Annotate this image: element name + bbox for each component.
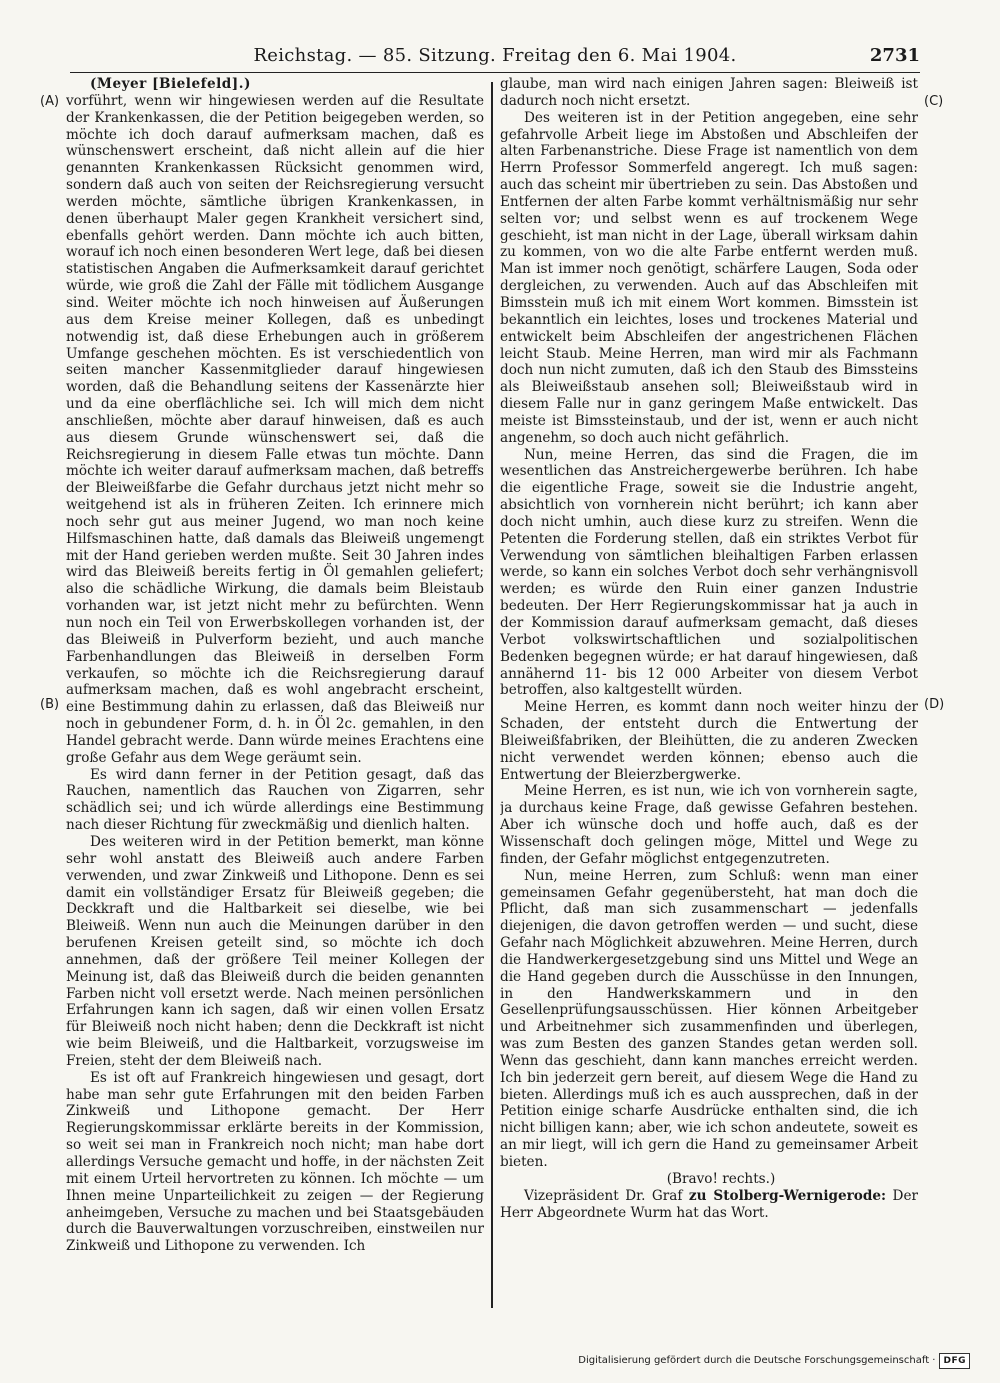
vice-president-name: zu Stolberg-Wernigerode: (688, 1187, 887, 1204)
paragraph: Nun, meine Herren, zum Schluß: wenn man einer gemeinsamen Gefahr gegenübersteht, hat man doch die Pflicht, daß man sich zusammenschart — jedenfalls diejenigen, die davon getroffen werden — und sucht, diese Gefahr nach Möglichkeit abzuwehren. Meine Herren, durch die Handwerkergesetzgebung sind uns Mittel und Wege an die Hand gegeben durch die Ausschüsse in den Innungen, in den Handwerkskammern und in den Gesellenprüfungsausschüssen. Hier können Arbeitgeber und Arbeitnehmer sich zusammenfinden und überlegen, was zum Besten des ganzen Standes getan werden soll. Wenn das geschieht, dann kann manches erreicht werden. Ich bin jederzeit gern bereit, auf diesem Wege die Hand zu bieten. Allerdings muß ich es auch aussprechen, daß in der Petition einige scharfe Ausdrücke enthalten sind, die ich nicht billigen kann; aber, wie ich schon andeutete, soweit es an mir liegt, will ich gern die Hand zu gemeinsamer Arbeit bieten. (500, 867, 918, 1170)
running-header (70, 42, 920, 73)
paragraph: vorführt, wenn wir hingewiesen werden auf die Resultate der Krankenkassen, die der Petition beigegeben werden, so möchte ich doch darauf aufmerksam machen, daß es wünschenswert erscheint, daß nicht allein auf die hier genannten Krankenkassen Rücksicht genommen wird, sondern daß auch von seiten der Reichsregierung versucht werden möchte, sämtliche übrigen Krankenkassen, in denen überhaupt Maler gegen Krankheit versichert sind, ebenfalls gehört werden. Dann möchte ich auch bitten, worauf ich noch einen besonderen Wert lege, daß bei diesen statistischen Angaben die Aufmerksamkeit darauf gerichtet würde, wie groß die Zahl der Fälle mit tödlichem Ausgange sind. Weiter möchte ich noch hinweisen auf Äußerungen aus dem Kreise meiner Kollegen, daß es unbedingt notwendig ist, daß diese Erhebungen auch in größerem Umfange geschehen möchten. Es ist verschiedentlich von seiten mancher Kassenmitglieder darauf hingewiesen worden, daß die Behandlung seitens der Kassenärzte hier und da eine oberflächliche sei. Ich will mich dem nicht anschließen, möchte aber darauf hinweisen, daß es auch aus diesem Grunde wünschenswert sei, daß die Reichsregierung in diesem Falle etwas tun möchte. Dann möchte ich weiter darauf aufmerksam machen, daß betreffs der Bleiweißfarbe die Gefahr durchaus jetzt nicht mehr so weitgehend ist als in früheren Zeiten. Ich erinnere mich noch sehr gut aus meiner Jugend, wo man noch keine Hilfsmaschinen hatte, daß damals das Bleiweiß ungemengt mit der Hand gerieben werden mußte. Seit 30 Jahren indes wird das Bleiweiß bereits fertig in Öl gemahlen geliefert; also die schädliche Wirkung, die damals beim Bleistaub vorhanden war, ist jetzt nicht mehr zu befürchten. Wenn nun noch ein Teil von Erwerbskollegen vorhanden ist, der das Bleiweiß in Pulverform bezieht, und auch manche Farbenhandlungen das Bleiweiß in derselben Form verkaufen, so möchte ich die Reichsregierung darauf aufmerksam machen, daß es wohl angebracht erscheint, eine Bestimmung dahin zu erlassen, daß das Bleiweiß nur noch in gebundener Form, d. h. in Öl 2c. gemahlen, in den Handel gebracht werde. Dann würde meines Erachtens eine große Gefahr aus dem Wege geräumt sein. (66, 92, 484, 766)
vice-president-title: Vizepräsident Dr. Graf (524, 1187, 683, 1204)
left-column (66, 76, 484, 1321)
vice-president-speech (500, 1188, 918, 1222)
paragraph: Meine Herren, es ist nun, wie ich von vornherein sagte, ja durchaus keine Frage, daß gewisse Gefahren bestehen. Aber ich wünsche doch und hoffe auch, daß es der Wissenschaft doch gelingen möge, Mittel und Wege zu finden, der Gefahr möglichst entgegenzutreten. (500, 783, 918, 867)
paragraph: Es ist oft auf Frankreich hingewiesen und gesagt, dort habe man sehr gute Erfahrungen mit den beiden Farben Zinkweiß und Lithopone gemacht. Der Herr Regierungskommissar erklärte bereits in der Kommission, so weit sei man in Frankreich noch nicht; man habe dort allerdings Versuche gemacht und hoffe, in der nächsten Zeit mit einem Urteil hervortreten zu können. Ich möchte — um Ihnen meine Unparteilichkeit zu zeigen — der Regierung anheimgeben, Versuche zu machen und bei Staatsgebäuden durch die Bauverwaltungen vorzuschreiben, einstweilen nur Zinkweiß und Lithopone zu verwenden. Ich (66, 1069, 484, 1255)
right-column (500, 76, 918, 1321)
page-number: 2731 (869, 45, 920, 66)
dfg-logo-icon: DFG (939, 1353, 970, 1369)
footer-credit-text: Digitalisierung gefördert durch die Deutsche Forschungsgemeinschaft · (578, 1355, 936, 1366)
running-title: Reichstag. — 85. Sitzung. Freitag den 6. Mai 1904. (253, 45, 737, 66)
margin-mark-c: (C) (924, 94, 944, 109)
vice-president-statement: Der Herr Abgeordnete Wurm hat das Wort. (500, 1187, 918, 1221)
margin-mark-d: (D) (924, 697, 945, 712)
paragraph: Meine Herren, es kommt dann noch weiter hinzu der Schaden, der entsteht durch die Entwertung der Bleiweißfabriken, der Bleihütten, die zu anderen Zwecken nicht verwendet werden können; ebenso auch die Entwertung der Bleierzbergwerke. (500, 699, 918, 783)
margin-mark-b: (B) (40, 697, 60, 712)
margin-mark-a: (A) (40, 94, 60, 109)
applause-note: (Bravo! rechts.) (666, 1170, 776, 1187)
paragraph: Des weiteren ist in der Petition angegeben, eine sehr gefahrvolle Arbeit liege im Abstoßen und Abschleifen der alten Farbenanstriche. Diese Frage ist namentlich von dem Herrn Professor Sommerfeld angeregt. Ich muß sagen: auch das scheint mir übertrieben zu sein. Das Abstoßen und Entfernen der alten Farbe kommt verhältnismäßig nur sehr selten vor; und selbst wenn es auf trockenem Wege geschieht, ist man nicht in der Lage, überall wirksam dahin zu kommen, von wo die alte Farbe entfernt werden muß. Man ist immer noch genötigt, schärfere Laugen, Soda oder dergleichen, zu verwenden. Auch auf das Abschleifen mit Bimsstein muß ich mit einem Wort kommen. Bimsstein ist bekanntlich ein leichtes, loses und trockenes Material und entwickelt beim Abschleifen der angestrichenen Flächen leicht Staub. Meine Herren, man wird mir als Fachmann doch nun nicht zumuten, daß ich den Staub des Bimssteins als Bleiweißstaub ansehen soll; Bleiweißstaub wird in diesem Falle nur in ganz geringem Maße entwickelt. Das meiste ist Bimssteinstaub, und der ist, wenn er auch nicht angenehm, so doch auch nicht gefährlich. (500, 109, 918, 446)
paragraph: Nun, meine Herren, das sind die Fragen, die im wesentlichen das Anstreichergewerbe berühren. Ich habe die eigentliche Frage, soweit sie die Industrie angeht, absichtlich von vornherein nicht berührt; ich kann aber doch nicht umhin, auch diese kurz zu streifen. Wenn die Petenten die Forderung stellen, daß ein striktes Verbot für Verwendung von sämtlichen bleihaltigen Farben erlassen werde, so kann ein solches Verbot doch sehr verhängnisvoll werden; es würde den Ruin einer ganzen Industrie bedeuten. Der Herr Regierungskommissar hat ja auch in der Kommission darauf aufmerksam gemacht, daß dieses Verbot volkswirtschaftlichen und sozialpolitischen Bedenken begegnen würde; er hat darauf hingewiesen, daß annähernd 11- bis 12 000 Arbeiter von diesem Verbot betroffen, also kaltgestellt würden. (500, 446, 918, 699)
paragraph: Des weiteren wird in der Petition bemerkt, man könne sehr wohl anstatt des Bleiweiß auch andere Farben verwenden, und zwar Zinkweiß und Lithopone. Denn es sei damit ein vollständiger Ersatz für Bleiweiß gegeben; die Deckkraft und die Haltbarkeit sei dieselbe, wie bei Bleiweiß. Wenn nun auch die Meinungen darüber in den berufenen Kreisen geteilt sind, so möchte ich doch annehmen, daß der größere Teil meiner Kollegen der Meinung ist, daß das Bleiweiß durch die beiden genannten Farben nicht voll ersetzt werde. Nach meinen persönlichen Erfahrungen kann ich sagen, daß wir einen vollen Ersatz für Bleiweiß noch nicht haben; denn die Deckkraft ist nicht wie beim Bleiweiß, und die Haltbarkeit, vorzugsweise im Freien, steht der dem Bleiweiß nach. (66, 833, 484, 1069)
speaker-label: (Meyer [Bielefeld].) (90, 76, 251, 92)
column-divider (491, 82, 493, 1308)
paragraph: glaube, man wird nach einigen Jahren sagen: Bleiweiß ist dadurch noch nicht ersetzt. (500, 76, 918, 109)
paragraph: Es wird dann ferner in der Petition gesagt, daß das Rauchen, namentlich das Rauchen von Zigarren, sehr schädlich sei; und ich würde allerdings eine Bestimmung nach dieser Richtung für zweckmäßig und dienlich halten. (66, 766, 484, 834)
footer-credit (578, 1353, 970, 1369)
